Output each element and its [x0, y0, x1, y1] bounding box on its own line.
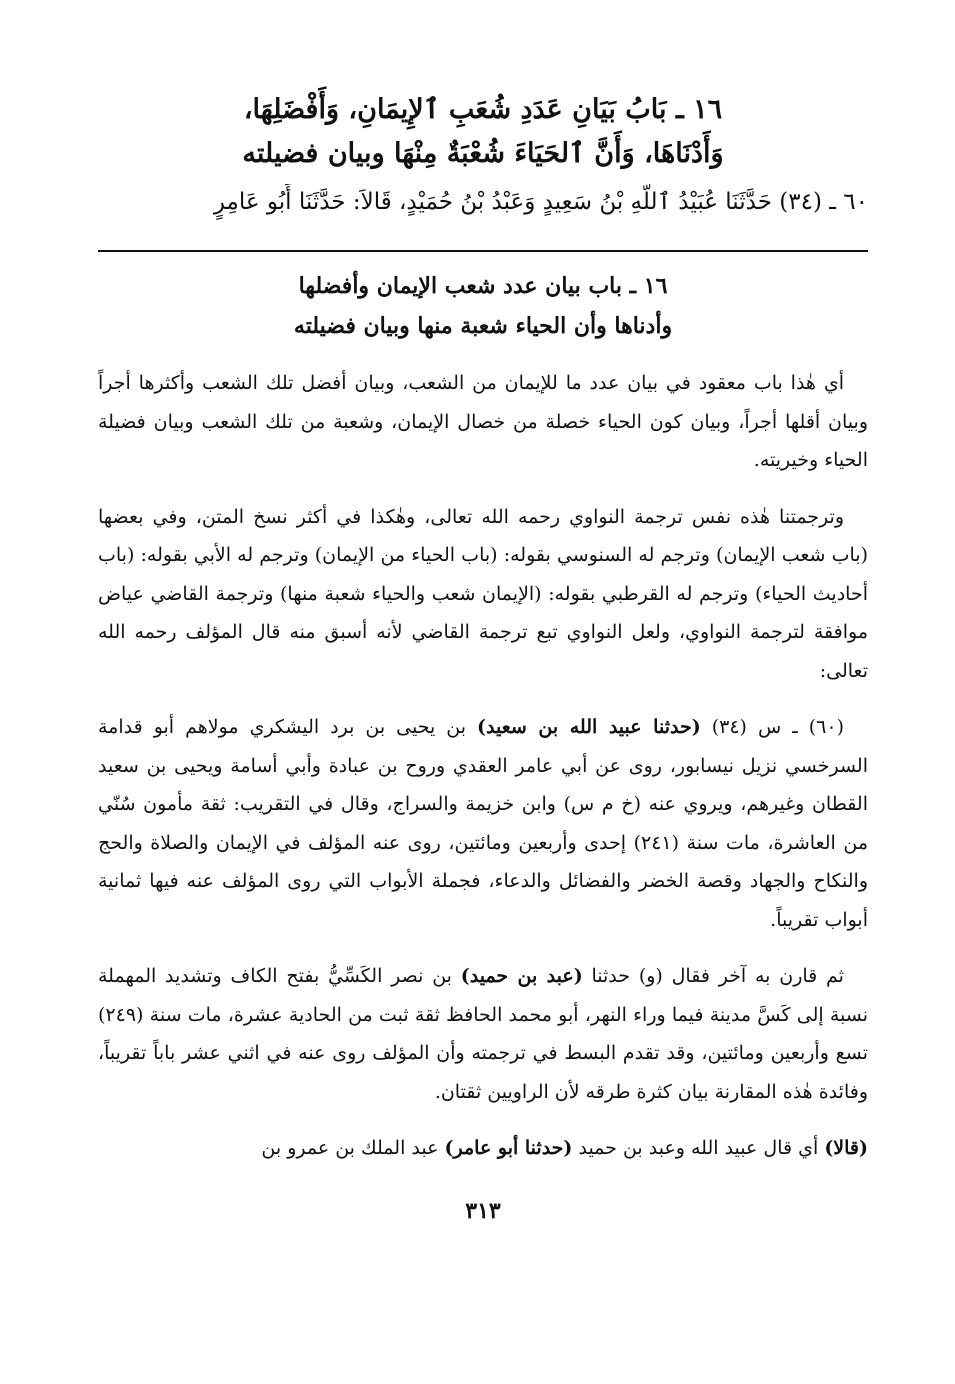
commentary-paragraph-2: [98, 498, 868, 691]
commentary-paragraph-5: [98, 1129, 868, 1168]
paragraph-text: بن يحيى بن برد اليشكري مولاهم أبو قدامة السرخسي نزيل نيسابور، روى عن أبي عامر العقدي وروح بن عبادة وأبي أسامة ويحيى بن سعيد القطان وغيرهم، ويروي عنه (خ م س) وابن خزيمة والسراج، وقال في التقريب: ثقة مأمون سُنّي من العاشرة، مات سنة (٢٤١) إحدى وأربعين ومائتين، روى عنه المؤلف في الإيمان والصلاة والحج والنكاح والجهاد وقصة الخضر والفضائل والدعاء، فجملة الأبواب التي روى المؤلف عنه فيها ثمانية أبواب تقريباً.: [98, 716, 869, 931]
quoted-matn: (عبد بن حميد): [460, 965, 583, 987]
commentary-title-line1: ١٦ ـ باب بيان عدد شعب الإيمان وأفضلها: [298, 273, 668, 299]
quoted-matn: (حدثنا عبيد الله بن سعيد): [477, 716, 701, 738]
paragraph-text: وترجمتنا هٰذه نفس ترجمة النواوي رحمه الله تعالى، وهٰكذا في أكثر نسخ المتن، وفي بعضها (باب شعب الإيمان) وترجم له السنوسي بقوله: (باب الحياء من الإيمان) وترجم له الأبي بقوله: (باب أحاديث الحياء) وترجم له القرطبي بقوله: (الإيمان شعب والحياء شعبة منها) وترجمة القاضي عياض موافقة لترجمة النواوي، ولعل النواوي تبع ترجمة القاضي لأنه أسبق منه قال المؤلف رحمه الله تعالى:: [98, 505, 868, 682]
paragraph-text: عبد الملك بن عمرو بن: [261, 1137, 439, 1159]
hadith-text: ٦٠ ـ (٣٤) حَدَّثَنَا عُبَيْدُ ٱللَّهِ بْنُ سَعِيدٍ وَعَبْدُ بْنُ حُمَيْدٍ، قَالاَ: حَدَّثَنَا أَبُو عَامِرٍ: [213, 189, 868, 215]
commentary-paragraph-3: [98, 708, 868, 939]
commentary-paragraph-4: [98, 957, 868, 1111]
paragraph-text: أي قال عبيد الله وعبد بن حميد: [578, 1137, 819, 1159]
paragraph-text: بن نصر الكَسِّيُّ بفتح الكاف وتشديد المهملة نسبة إلى كَسَّ مدينة فيما وراء النهر، أبو محمد الحافظ ثقة ثبت من الحادية عشرة، مات سنة (٢٤٩) تسع وأربعين ومائتين، وقد تقدم البسط في ترجمته وأن المؤلف روى عنه في اثني عشر باباً تقريباً، وفائدة هٰذه المقارنة بيان كثرة طرقه لأن الراويين ثقتان.: [98, 965, 868, 1103]
chapter-title-line2: وَأَدْنَاهَا، وَأَنَّ ٱلحَيَاءَ شُعْبَةٌ مِنْهَا وبيان فضيلته: [242, 138, 724, 169]
document-page: [98, 88, 868, 1224]
quoted-matn: (قالا): [824, 1137, 868, 1159]
separator-rule: [98, 250, 868, 252]
chapter-title-line1: ١٦ ـ بَابُ بَيَانِ عَدَدِ شُعَبِ ٱلإِيمَانِ، وَأَفْضَلِهَا،: [243, 94, 723, 125]
commentary-paragraph-1: [98, 364, 868, 480]
page-number: ٣١٣: [465, 1197, 501, 1224]
commentary-title-line2: وأدناها وأن الحياء شعبة منها وبيان فضيلته: [293, 313, 673, 339]
paragraph-text: ثم قارن به آخر فقال (و) حدثنا: [591, 965, 844, 987]
quoted-matn: (حدثنا أبو عامر): [444, 1137, 573, 1159]
paragraph-text: أي هٰذا باب معقود في بيان عدد ما للإيمان من الشعب، وبيان أفضل تلك الشعب وأكثرها أجراً وبيان أقلها أجراً، وبيان كون الحياء خصلة من خصال الإيمان، وشعبة من تلك الشعب وبيان فضيلة الحياء وخيريته.: [98, 372, 868, 471]
hadith-number: (٦٠) ـ س (٣٤): [711, 716, 844, 738]
